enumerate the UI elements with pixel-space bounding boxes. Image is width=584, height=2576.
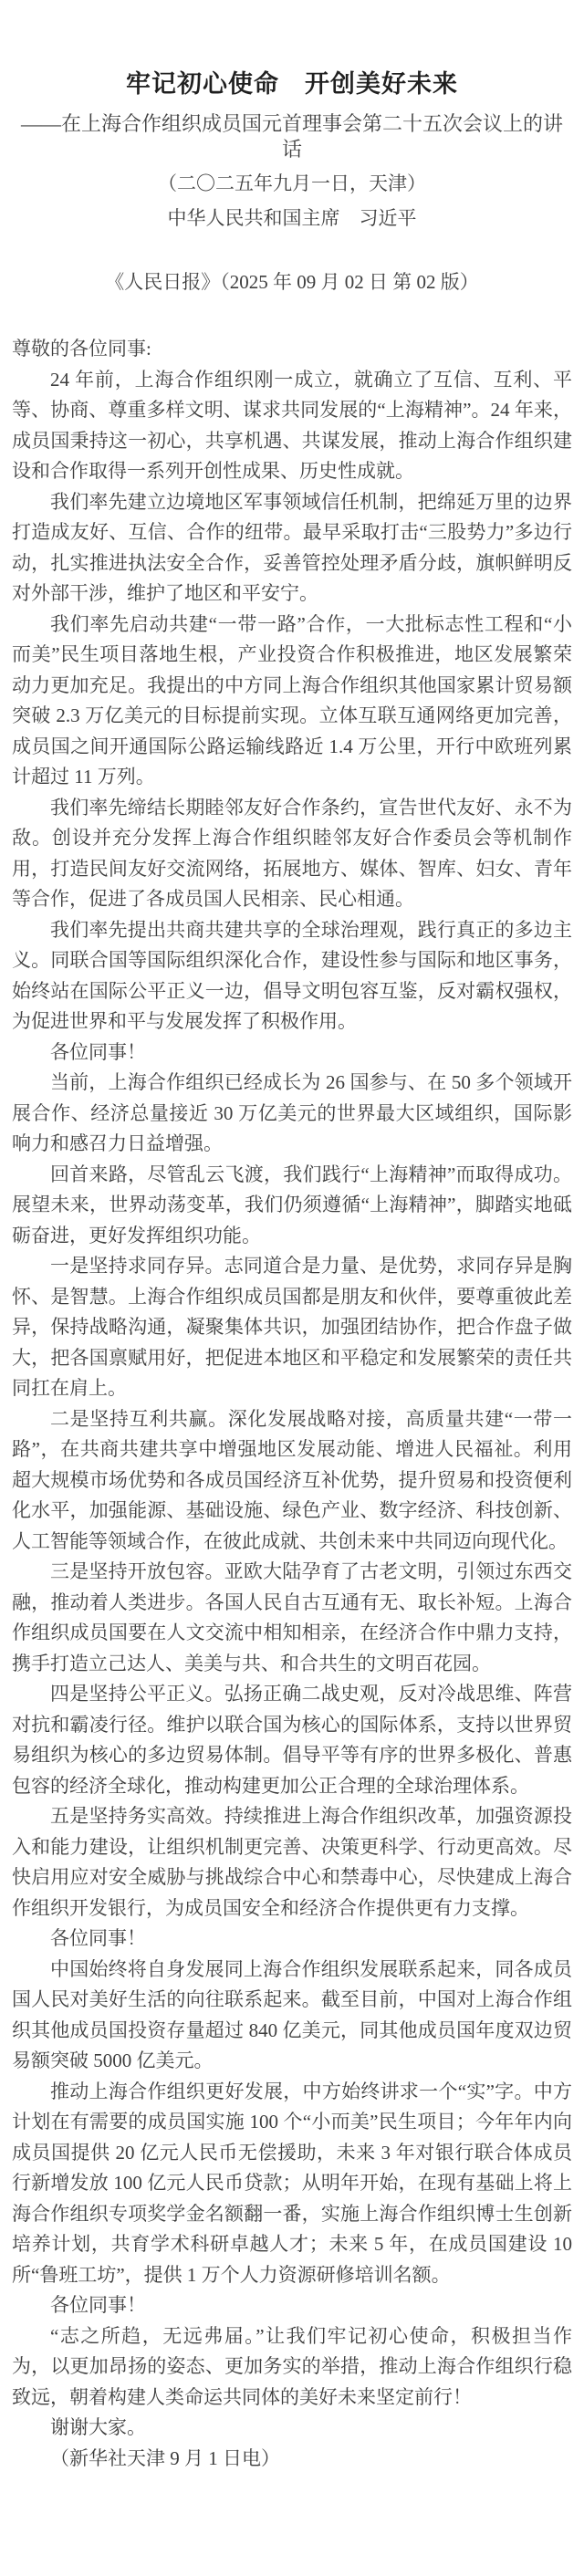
paragraph-6-colleagues: 各位同事！ xyxy=(50,1040,146,1063)
date-place-line: （二〇二五年九月一日，天津） xyxy=(158,172,426,194)
source-line: 《人民日报》（2025 年 09 月 02 日 第 02 版） xyxy=(105,271,479,293)
paragraph-5: 我们率先提出共商共建共享的全球治理观，践行真正的多边主义。同联合国等国际组织深化合作，建设性参与国际和地区事务，始终站在国际公平正义一边，倡导文明包容互鉴，反对霸权强权，为促进世界和平与发展发挥了积极作用。 xyxy=(12,918,572,1032)
paragraph-10-point-two: 二是坚持互利共赢。深化发展战略对接，高质量共建“一带一路”，在共商共建共享中增强地区发展动能、增进人民福祉。利用超大规模市场优势和各成员国经济互补优势，提升贸易和投资便利化水平，加强能源、基础设施、绿色产业、数字经济、科技创新、人工智能等领域合作，在彼此成就、共创未来中共同迈向现代化。 xyxy=(12,1407,572,1552)
paragraph-1: 24 年前，上海合作组织刚一成立，就确立了互信、互利、平等、协商、尊重多样文明、谋求共同发展的“上海精神”。24 年来，成员国秉持这一初心，共享机遇、共谋发展，推动上海合作组织建设和合作取得一系列开创性成果、历史性成就。 xyxy=(12,368,572,482)
article-subtitle: ——在上海合作组织成员国元首理事会第二十五次会议上的讲话 xyxy=(20,112,563,161)
paragraph-20-byline: （新华社天津 9 月 1 日电） xyxy=(50,2446,280,2469)
paragraph-14-colleagues: 各位同事！ xyxy=(50,1927,146,1949)
paragraph-19-thanks: 谢谢大家。 xyxy=(50,2416,146,2438)
paragraph-7: 当前，上海合作组织已经成长为 26 国参与、在 50 多个领域开展合作、经济总量接近 30 万亿美元的世界最大区域组织，国际影响力和感召力日益增强。 xyxy=(12,1071,572,1154)
author-line: 中华人民共和国主席 习近平 xyxy=(167,207,417,229)
paragraph-11-point-three: 三是坚持开放包容。亚欧大陆孕育了古老文明，引领过东西交融，推动着人类进步。各国人民自古互通有无、取长补短。上海合作组织成员国要在人文交流中相知相亲，在经济合作中鼎力支持，携手打造立己达人、美美与共、和合共生的文明百花园。 xyxy=(12,1560,572,1674)
paragraph-15: 中国始终将自身发展同上海合作组织发展联系起来，同各成员国人民对美好生活的向往联系起来。截至目前，中国对上海合作组织其他成员国投资存量超过 840 亿美元，同其他成员国年度双边贸易额突破 5000 亿美元。 xyxy=(12,1957,572,2071)
paragraph-18-closing-quote: “志之所趋，无远弗届。”让我们牢记初心使命，积极担当作为，以更加昂扬的姿态、更加务实的举措，推动上海合作组织行稳致远，朝着构建人类命运共同体的美好未来坚定前行！ xyxy=(12,2324,572,2408)
paragraph-17-colleagues: 各位同事！ xyxy=(50,2294,146,2316)
paragraph-2: 我们率先建立边境地区军事领域信任机制，把绵延万里的边界打造成友好、互信、合作的纽带。最早采取打击“三股势力”多边行动，扎实推进执法安全合作，妥善管控处理矛盾分歧，旗帜鲜明反对外部干涉，维护了地区和平安宁。 xyxy=(12,490,572,604)
paragraph-8: 回首来路，尽管乱云飞渡，我们践行“上海精神”而取得成功。展望未来，世界动荡变革，我们仍须遵循“上海精神”，脚踏实地砥砺奋进，更好发挥组织功能。 xyxy=(12,1163,572,1246)
paragraph-12-point-four: 四是坚持公平正义。弘扬正确二战史观，反对冷战思维、阵营对抗和霸凌行径。维护以联合国为核心的国际体系，支持以世界贸易组织为核心的多边贸易体制。倡导平等有序的世界多极化、普惠包容的经济全球化，推动构建更加公正合理的全球治理体系。 xyxy=(12,1683,572,1797)
paragraph-16: 推动上海合作组织更好发展，中方始终讲求一个“实”字。中方计划在有需要的成员国实施 100 个“小而美”民生项目；今年年内向成员国提供 20 亿元人民币无偿援助，未来 3 年对银行联合体成员行新增发放 100 亿元人民币贷款；从明年开始，在现有基础上将上海合作组织专项奖学金名额翻一番，实施上海合作组织博士生创新培养计划，共育学术科研卓越人才；未来 5 年，在成员国建设 10 所“鲁班工坊”，提供 1 万个人力资源研修培训名额。 xyxy=(12,2080,572,2286)
paragraph-13-point-five: 五是坚持务实高效。持续推进上海合作组织改革，加强资源投入和能力建设，让组织机制更完善、决策更科学、行动更高效。尽快启用应对安全威胁与挑战综合中心和禁毒中心，尽快建成上海合作组织开发银行，为成员国安全和经济合作提供更有力支撑。 xyxy=(12,1805,572,1919)
paragraph-4: 我们率先缔结长期睦邻友好合作条约，宣告世代友好、永不为敌。创设并充分发挥上海合作组织睦邻友好合作委员会等机制作用，打造民间友好交流网络，拓展地方、媒体、智库、妇女、青年等合作，促进了各成员国人民相亲、民心相通。 xyxy=(12,796,572,910)
paragraph-3: 我们率先启动共建“一带一路”合作，一大批标志性工程和“小而美”民生项目落地生根，产业投资合作积极推进，地区发展繁荣动力更加充足。我提出的中方同上海合作组织其他国家累计贸易额突破 2.3 万亿美元的目标提前实现。立体互联互通网络更加完善，成员国之间开通国际公路运输线路近 1.4 万公里，开行中欧班列累计超过 11 万列。 xyxy=(12,612,572,787)
paragraph-9-point-one: 一是坚持求同存异。志同道合是力量、是优势，求同存异是胸怀、是智慧。上海合作组织成员国都是朋友和伙伴，要尊重彼此差异，保持战略沟通，凝聚集体共识，加强团结协作，把合作盘子做大，把各国禀赋用好，把促进本地区和平稳定和发展繁荣的责任共同扛在肩上。 xyxy=(12,1255,572,1399)
article-title: 牢记初心使命 开创美好未来 xyxy=(126,70,458,98)
salutation: 尊敬的各位同事: xyxy=(12,338,151,360)
